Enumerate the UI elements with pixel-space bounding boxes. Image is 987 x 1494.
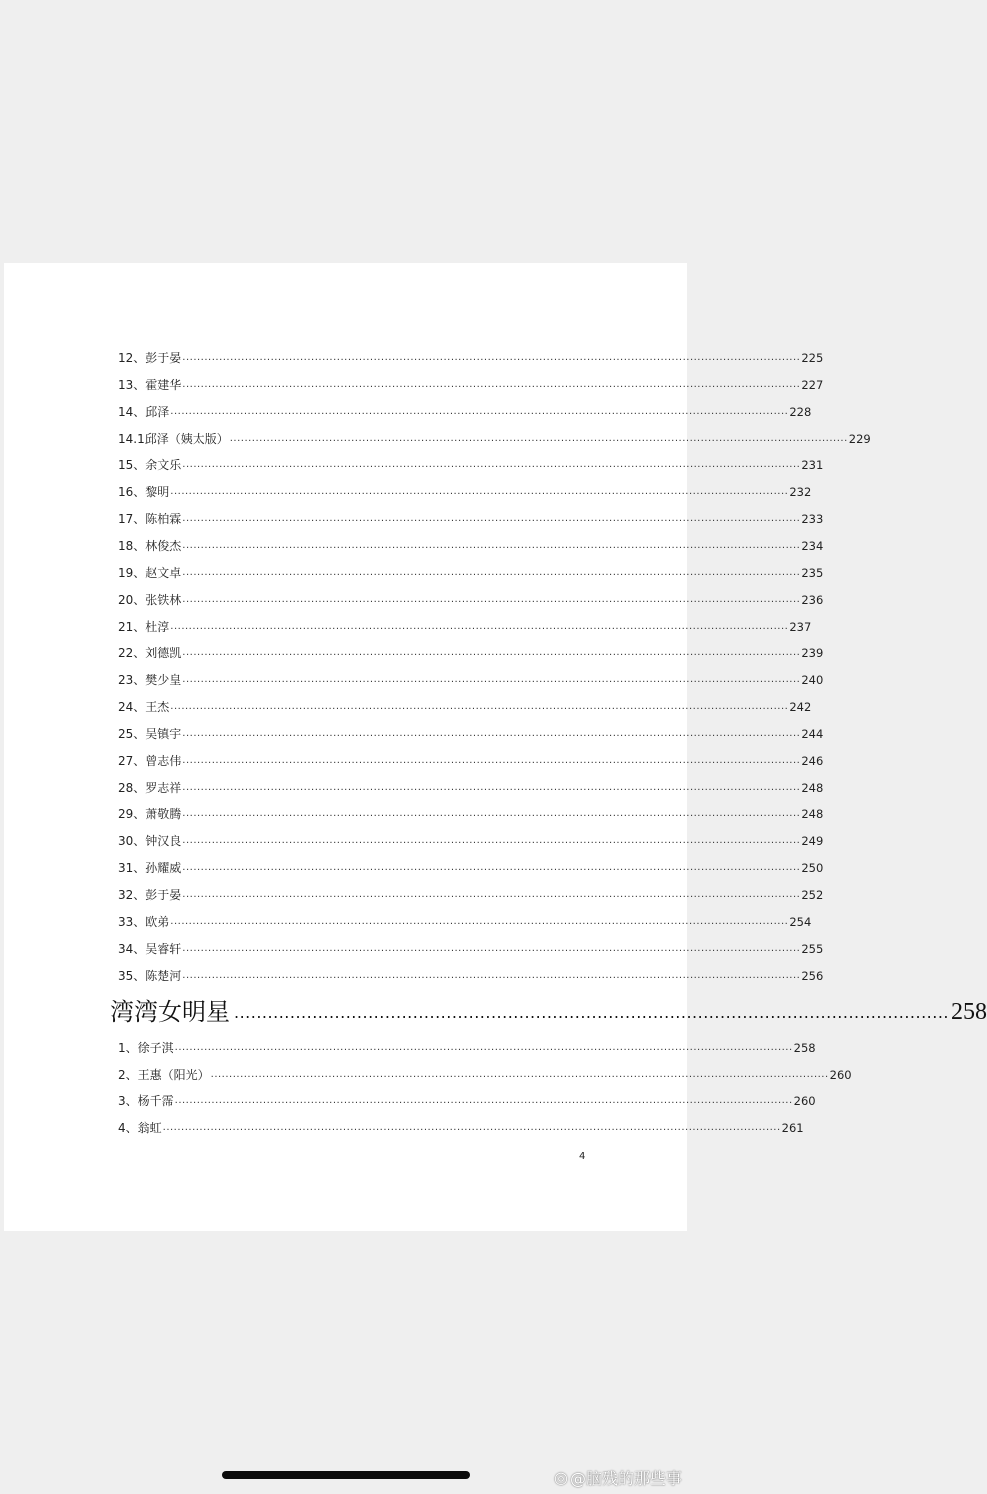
toc-entry-label: 17、陈柏霖 <box>118 512 182 527</box>
leader-dots: ........................................................................................................................................................................ <box>182 352 801 363</box>
toc-entry-label: 23、樊少皇 <box>118 673 182 688</box>
leader-dots: ........................................................................................................................................................................ <box>210 1068 829 1080</box>
toc-entry-page: 256 <box>801 968 824 983</box>
toc-entry[interactable] <box>118 750 824 768</box>
toc-entry-page: 236 <box>801 592 824 607</box>
leader-dots: ........................................................................................................................................................................ <box>182 754 801 766</box>
toc-entry[interactable] <box>118 535 824 553</box>
toc-entry-label: 16、黎明 <box>118 485 170 500</box>
toc-entry-label: 31、孙耀威 <box>118 861 182 876</box>
leader-dots: ........................................................................................................................................................................ <box>182 459 801 471</box>
toc-sub-entry[interactable] <box>118 1117 804 1135</box>
toc-entry[interactable] <box>118 508 824 527</box>
toc-entry[interactable] <box>118 401 812 419</box>
toc-entry-label: 30、钟汉良 <box>118 834 182 849</box>
leader-dots: ........................................................................................................................................................................ <box>182 781 801 793</box>
leader-dots: ........................................................................................................................................................................ <box>182 808 801 820</box>
toc-entry[interactable] <box>118 884 824 902</box>
toc-entry-label: 19、赵文卓 <box>118 565 182 580</box>
toc-entry[interactable] <box>118 454 824 473</box>
page-number: 4 <box>579 1151 586 1162</box>
toc-entry-label: 1、徐子淇 <box>118 1041 174 1055</box>
toc-entry[interactable] <box>118 481 812 500</box>
toc-entry-page: 232 <box>789 485 812 500</box>
toc-entry-page: 250 <box>801 861 824 876</box>
leader-dots: ........................................................................................................................................................................ <box>174 1042 793 1053</box>
toc-entry-label: 25、吴镇宇 <box>118 726 182 741</box>
toc-entry-page: 240 <box>801 673 824 688</box>
toc-entry-page: 235 <box>801 565 824 580</box>
home-indicator[interactable] <box>222 1471 470 1479</box>
toc-entry-page: 249 <box>801 834 824 849</box>
toc-entry[interactable] <box>118 965 824 983</box>
toc-entry-page: 242 <box>789 700 812 715</box>
toc-entry-page: 229 <box>848 431 871 446</box>
leader-dots: ........................................................................................................................................................................ <box>182 566 801 578</box>
leader-dots: ........................................................................................................................................................................ <box>170 486 789 498</box>
toc-entry[interactable] <box>118 777 824 795</box>
toc-entry-page: 231 <box>801 458 824 473</box>
toc-entry[interactable] <box>118 562 824 580</box>
toc-entry-page: 244 <box>801 726 824 741</box>
leader-dots: ........................................................................................................................................................................ <box>162 1121 781 1133</box>
toc-entry-page: 260 <box>793 1094 816 1109</box>
weibo-icon: ◎ <box>554 1468 568 1487</box>
toc-entry-label: 33、欧弟 <box>118 914 170 929</box>
toc-entry[interactable] <box>118 374 824 392</box>
toc-entry[interactable] <box>118 669 824 688</box>
leader-dots: ........................................................................................................................................................................ <box>182 674 801 686</box>
toc-entry-page: 252 <box>801 888 824 902</box>
toc-entry[interactable] <box>118 428 871 446</box>
section-title: 湾湾女明星 <box>110 998 230 1026</box>
toc-entry[interactable] <box>118 696 812 715</box>
leader-dots: ........................................................................................................................................................................ <box>229 432 848 444</box>
document-page <box>4 263 987 1231</box>
toc-sub-entry[interactable] <box>118 1037 816 1055</box>
toc-entry[interactable] <box>118 938 824 956</box>
toc-entry-page: 260 <box>829 1067 852 1082</box>
toc-entry[interactable] <box>118 347 824 365</box>
toc-entry[interactable] <box>118 723 824 741</box>
toc-section-heading <box>110 992 987 1026</box>
leader-dots: ........................................................................................................................................................................ <box>182 513 801 525</box>
toc-entry-page: 248 <box>801 780 824 795</box>
toc-entry-label: 2、王惠（阳光） <box>118 1067 210 1082</box>
toc-entry[interactable] <box>118 642 824 661</box>
toc-entry-page: 255 <box>801 941 824 956</box>
leader-dots: ........................................................................................................................................................................ <box>182 593 801 605</box>
toc-entry-page: 225 <box>801 351 824 365</box>
toc-entry-label: 20、张铁林 <box>118 592 182 607</box>
toc-entry-page: 258 <box>793 1041 816 1055</box>
leader-dots: ................................................................................................................................ <box>234 1003 949 1022</box>
watermark <box>554 1466 682 1489</box>
toc-entry-label: 32、彭于晏 <box>118 888 182 902</box>
toc-entry-label: 21、杜淳 <box>118 619 170 634</box>
toc-entry-label: 18、林俊杰 <box>118 538 182 553</box>
toc-entry-label: 12、彭于晏 <box>118 351 182 365</box>
toc-entry-label: 28、罗志祥 <box>118 780 182 795</box>
toc-entry-label: 22、刘德凯 <box>118 646 182 661</box>
leader-dots: ........................................................................................................................................................................ <box>182 942 801 954</box>
toc-entry[interactable] <box>118 830 824 849</box>
toc-entry-page: 254 <box>789 914 812 929</box>
leader-dots: ........................................................................................................................................................................ <box>170 405 789 417</box>
leader-dots: ........................................................................................................................................................................ <box>170 620 789 632</box>
toc-entry-label: 24、王杰 <box>118 700 170 715</box>
toc-entry-label: 29、萧敬腾 <box>118 807 182 822</box>
toc-entry-page: 248 <box>801 807 824 822</box>
toc-entry-label: 34、吴睿轩 <box>118 941 182 956</box>
toc-entry[interactable] <box>118 911 812 929</box>
toc-entry-page: 246 <box>801 753 824 768</box>
toc-entry-label: 15、余文乐 <box>118 458 182 473</box>
leader-dots: ........................................................................................................................................................................ <box>182 378 801 390</box>
leader-dots: ........................................................................................................................................................................ <box>182 889 801 900</box>
table-of-contents <box>4 263 871 1231</box>
toc-entry-page: 239 <box>801 646 824 661</box>
leader-dots: ........................................................................................................................................................................ <box>182 969 801 981</box>
leader-dots: ........................................................................................................................................................................ <box>182 647 801 659</box>
section-page-number: 258 <box>951 999 987 1025</box>
toc-entry[interactable] <box>118 857 824 876</box>
toc-entry-page: 237 <box>789 619 812 634</box>
toc-entry-label: 14.1邱泽（姨太版） <box>118 431 229 446</box>
toc-entry-label: 3、杨千霈 <box>118 1094 174 1109</box>
toc-entry-page: 228 <box>789 404 812 419</box>
toc-entry[interactable] <box>118 616 812 634</box>
toc-entry-label: 4、翁虹 <box>118 1120 162 1135</box>
leader-dots: ........................................................................................................................................................................ <box>182 862 801 874</box>
toc-entry-label: 35、陈楚河 <box>118 968 182 983</box>
toc-entry-page: 261 <box>781 1120 804 1135</box>
toc-entry[interactable] <box>118 589 824 607</box>
leader-dots: ........................................................................................................................................................................ <box>174 1095 793 1107</box>
toc-entry-page: 233 <box>801 512 824 527</box>
toc-sub-entry[interactable] <box>118 1064 852 1082</box>
leader-dots: ........................................................................................................................................................................ <box>182 539 801 551</box>
toc-entry[interactable] <box>118 803 824 822</box>
toc-entry-label: 27、曾志伟 <box>118 753 182 768</box>
leader-dots: ........................................................................................................................................................................ <box>170 915 789 927</box>
leader-dots: ........................................................................................................................................................................ <box>182 727 801 739</box>
watermark-text: @脑残的那些事 <box>569 1469 682 1488</box>
toc-sub-entry[interactable] <box>118 1090 816 1109</box>
toc-entry-page: 227 <box>801 377 824 392</box>
toc-entry-page: 234 <box>801 538 824 553</box>
toc-entry-label: 14、邱泽 <box>118 404 170 419</box>
toc-entry-label: 13、霍建华 <box>118 377 182 392</box>
leader-dots: ........................................................................................................................................................................ <box>182 835 801 847</box>
leader-dots: ........................................................................................................................................................................ <box>170 701 789 713</box>
